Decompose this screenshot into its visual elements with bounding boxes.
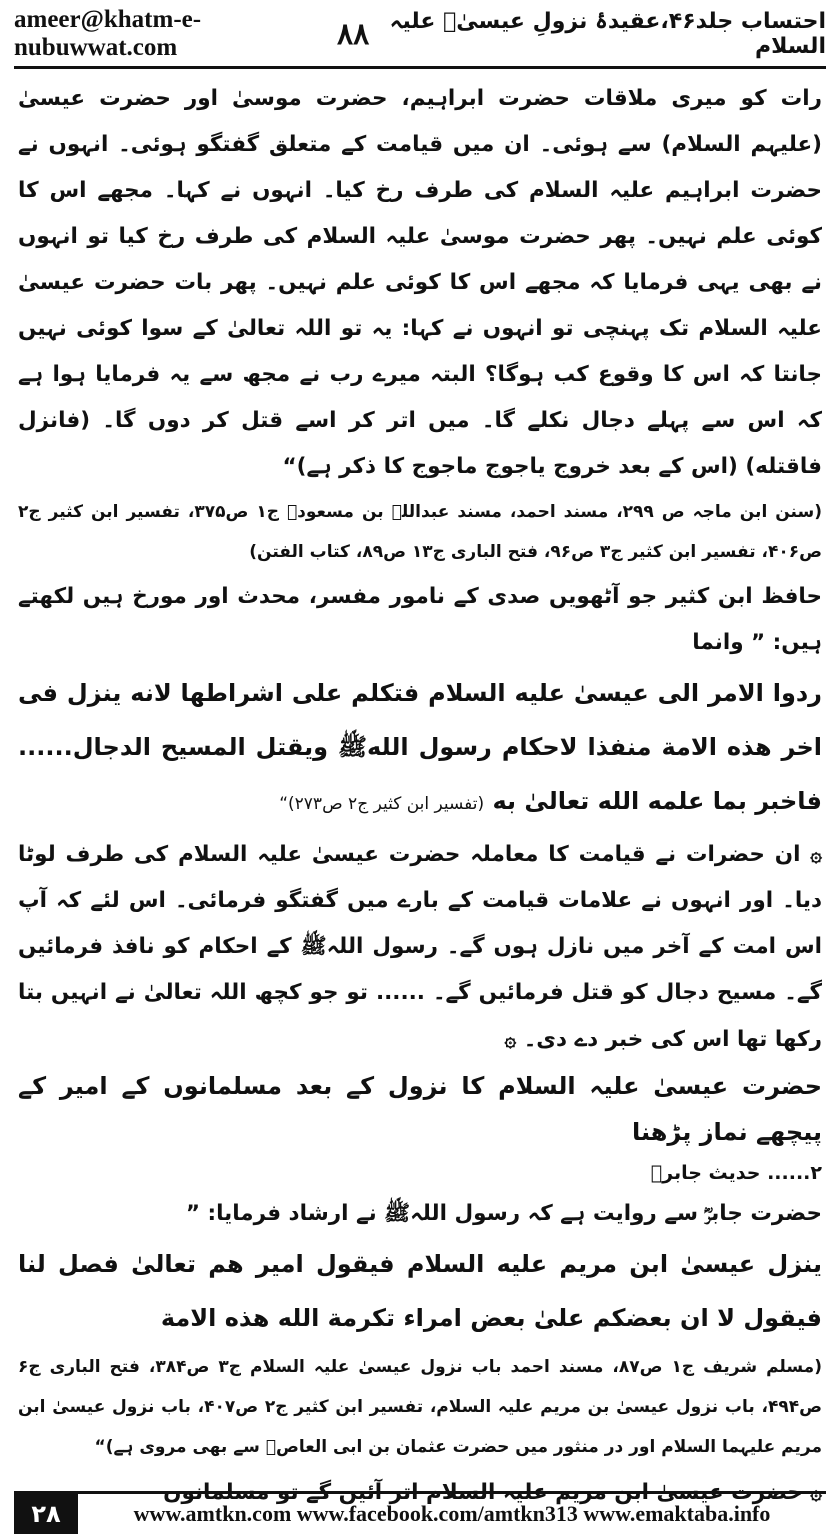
ornament-open-2: ۞ [810, 1480, 822, 1504]
ornament-open: ۞ [810, 842, 822, 866]
section-subheading: ۲...... حدیث جابرؓ [650, 1162, 822, 1184]
header-email: ameer@khatm-e-nubuwwat.com [14, 6, 202, 61]
ornament-close: ۞ [504, 1027, 517, 1051]
header-page-number: ٨٨ [336, 16, 370, 52]
jabir-intro-text: حضرت جابرؓ سے روایت ہے کہ رسول اللہﷺ نے ارشاد فرمایا: ” [185, 1201, 822, 1226]
footer-page-number: ۲۸ [14, 1494, 78, 1534]
jabir-translation-text: حضرت عیسیٰ ابن مریم علیہ السلام اتر آئیں گے تو مسلمانوں [163, 1480, 803, 1505]
section-heading: حضرت عیسیٰ علیہ السلام کا نزول کے بعد مسلمانوں کے امیر کے پیچھے نماز پڑھنا [18, 1072, 822, 1146]
translation-text: ان حضرات نے قیامت کا معاملہ حضرت عیسیٰ علیہ السلام کی طرف لوٹا دیا۔ اور انہوں نے علامات قیامت کے بارے میں گفتگو فرمائی۔ اس لئے کہ آپ اس امت کے آخر میں نازل ہوں گے۔ رسول اللہﷺ کے احکام کو نافذ فرمائیں گے۔ مسیح دجال کو قتل فرمائیں گے۔ ...... تو جو کچھ اللہ تعالیٰ نے انہیں بتا رکھا تھا اس کی خبر دے دی۔ [18, 842, 822, 1052]
arabic-quote-ibn-kathir [18, 666, 822, 831]
page-footer [14, 1491, 826, 1534]
reference-citation-3: (مسلم شریف ج۱ ص۸۷، مسند احمد باب نزول عیسیٰ علیہ السلام ج۳ ص۳۸۴، فتح الباری ج۶ ص۴۹۴، باب نزول عیسیٰ بن مریم علیہ السلام، تفسیر ابن کثیر ج۲ ص۴۰۷، باب نزول عیسیٰ ابن مریم علیہما السلام اور در منثور میں حضرت عثمان بن ابی العاصؓ سے بھی مروی ہے)“ [18, 1357, 822, 1457]
paragraph-jabir-intro [18, 1191, 822, 1237]
footer-links: www.amtkn.com www.facebook.com/amtkn313 www.emaktaba.info [133, 1501, 771, 1526]
page-header [14, 6, 826, 62]
paragraph-hadith-translation: رات کو میری ملاقات حضرت ابراہیم، حضرت موسیٰ اور حضرت عیسیٰ (علیہم السلام) سے ہوئی۔ ان میں قیامت کے متعلق گفتگو ہوئی۔ انہوں نے حضرت ابراہیم علیہ السلام کی طرف رخ کیا۔ انہوں نے کہا۔ مجھے اس کا کوئی علم نہیں۔ پھر حضرت موسیٰ علیہ السلام کی طرف رخ کیا تو انہوں نے بھی یہی فرمایا کہ مجھے اس کا کوئی علم نہیں۔ پھر بات حضرت عیسیٰ علیہ السلام تک پہنچی تو انہوں نے کہا: یہ تو اللہ تعالیٰ کے سوا کوئی نہیں جانتا کہ اس کا وقوع کب ہوگا؟ البتہ میرے رب نے مجھ سے یہ فرمایا ہوا ہے کہ اس سے پہلے دجال نکلے گا۔ میں اتر کر اسے قتل کر دوں گا۔ (فانزل فاقتله) (اس کے بعد خروج یاجوج ماجوج کا ذکر ہے)“ [18, 86, 822, 479]
arabic-quote-jabir-text: ینزل عیسیٰ ابن مریم علیه السلام فیقول امیر هم تعالیٰ فصل لنا فیقول لا ان بعضکم علیٰ بعض امراء تکرمة الله هذه الامة [18, 1250, 822, 1332]
paragraph-ibn-kathir-translation [18, 831, 822, 1063]
arabic-quote-jabir [18, 1237, 822, 1345]
header-divider [14, 66, 826, 69]
running-title: احتساب جلد۴۶،عقیدۂ نزولِ عیسیٰؑ علیہ السلام [389, 9, 826, 59]
paragraph-ibn-kathir-intro: حافظ ابن کثیر جو آٹھویں صدی کے نامور مفسر، محدث اور مورخ ہیں لکھتے ہیں: ” وانما [18, 584, 822, 655]
reference-citation-1: (سنن ابن ماجہ ص ۲۹۹، مسند احمد، مسند عبداللہ بن مسعودؓ ج۱ ص۳۷۵، تفسیر ابن کثیر ج۲ ص۴۰۶، تفسیر ابن کثیر ج۳ ص۹۶، فتح الباری ج۱۳ ص۸۹، کتاب الفتن) [18, 502, 822, 562]
reference-citation-2: (تفسیر ابن کثیر ج۲ ص۲۷۳)“ [279, 794, 485, 814]
header-left [14, 6, 369, 62]
page-content [18, 76, 822, 1505]
arabic-quote-text: ردوا الامر الی عیسیٰ علیه السلام فتکلم علی اشراطها لانه ینزل فی اخر هذه الامة منفذا لاحکام رسول اللهﷺ ویقتل المسیح الدجال...... فاخبر بما علمه الله تعالیٰ به [18, 679, 822, 815]
